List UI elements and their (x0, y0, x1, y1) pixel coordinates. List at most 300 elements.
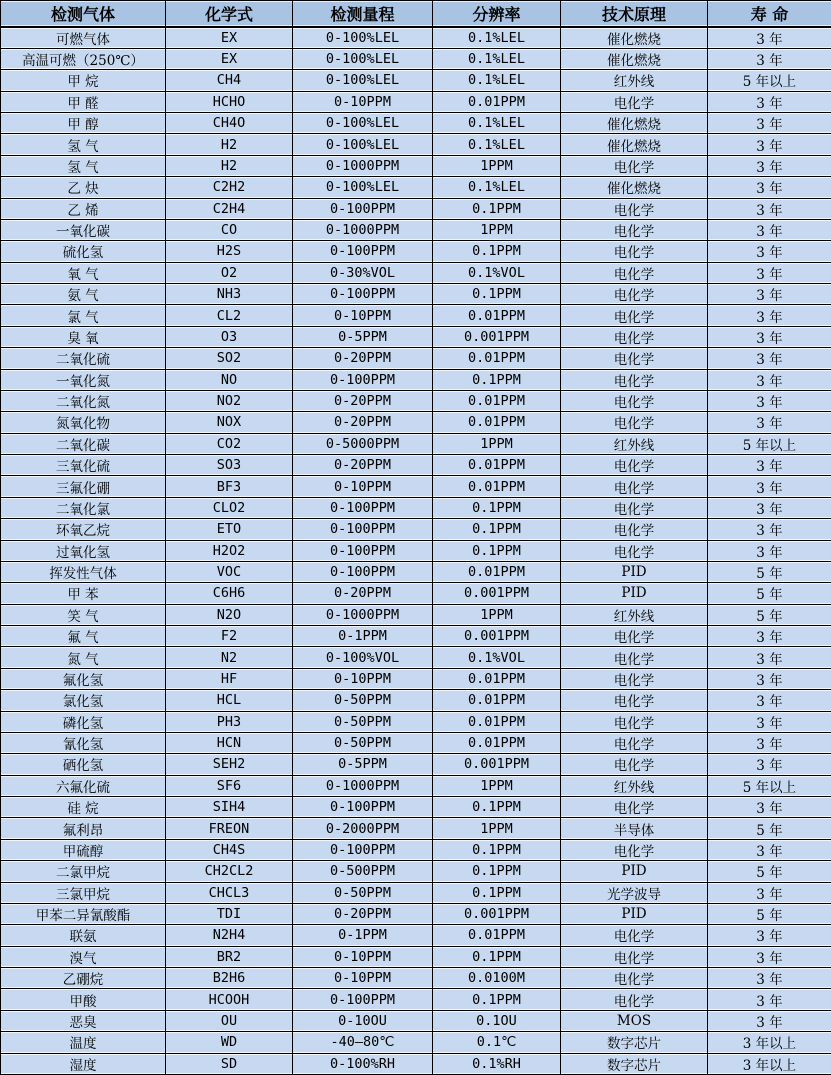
range-cell: 0-2000PPM (293, 818, 433, 839)
resolution-cell: 0.01PPM (433, 711, 561, 732)
resolution-cell: 0.01PPM (433, 925, 561, 946)
life-cell: 3 年 (708, 882, 831, 903)
principle-cell: 红外线 (561, 604, 708, 625)
formula-cell: N2 (166, 647, 293, 668)
resolution-cell: 0.01PPM (433, 348, 561, 369)
principle-cell: PID (561, 583, 708, 604)
resolution-cell: 0.1OU (433, 1010, 561, 1031)
formula-cell: F2 (166, 626, 293, 647)
range-cell: 0-10PPM (293, 946, 433, 967)
table-row (1, 732, 831, 753)
life-cell: 3 年 (708, 519, 831, 540)
resolution-cell: 0.1PPM (433, 839, 561, 860)
range-cell: 0-100PPM (293, 839, 433, 860)
principle-cell: 电化学 (561, 91, 708, 112)
range-cell: 0-100PPM (293, 284, 433, 305)
range-cell: 0-100%VOL (293, 647, 433, 668)
range-cell: 0-1000PPM (293, 155, 433, 176)
table-row (1, 241, 831, 262)
gas-cell: 氯 气 (1, 305, 166, 326)
gas-cell: 臭 氧 (1, 326, 166, 347)
principle-cell: PID (561, 861, 708, 882)
life-cell: 5 年 (708, 561, 831, 582)
column-header-resolution: 分辨率 (433, 1, 561, 27)
principle-cell: 电化学 (561, 390, 708, 411)
formula-cell: C2H2 (166, 177, 293, 198)
gas-cell: 甲 苯 (1, 583, 166, 604)
table-row (1, 647, 831, 668)
principle-cell: 电化学 (561, 155, 708, 176)
gas-cell: 硫化氢 (1, 241, 166, 262)
principle-cell: 电化学 (561, 326, 708, 347)
table-row (1, 583, 831, 604)
life-cell: 3 年 (708, 155, 831, 176)
gas-cell: 恶臭 (1, 1010, 166, 1031)
gas-cell: 甲苯二异氰酸酯 (1, 903, 166, 924)
formula-cell: HF (166, 668, 293, 689)
formula-cell: SO3 (166, 455, 293, 476)
formula-cell: NH3 (166, 284, 293, 305)
gas-cell: 二氧化硫 (1, 348, 166, 369)
range-cell: 0-100PPM (293, 989, 433, 1010)
formula-cell: SIH4 (166, 797, 293, 818)
life-cell: 3 年 (708, 134, 831, 155)
column-header-life: 寿 命 (708, 1, 831, 27)
resolution-cell: 0.01PPM (433, 305, 561, 326)
table-row (1, 1010, 831, 1031)
formula-cell: CH4S (166, 839, 293, 860)
range-cell: 0-1000PPM (293, 219, 433, 240)
life-cell: 3 年 (708, 1010, 831, 1031)
resolution-cell: 0.1%LEL (433, 48, 561, 69)
gas-cell: 一氧化氮 (1, 369, 166, 390)
column-header-formula: 化学式 (166, 1, 293, 27)
range-cell: 0-100%LEL (293, 48, 433, 69)
formula-cell: CH4O (166, 113, 293, 134)
life-cell: 3 年 (708, 390, 831, 411)
resolution-cell: 0.01PPM (433, 732, 561, 753)
table-row (1, 1032, 831, 1053)
life-cell: 3 年 (708, 241, 831, 262)
gas-cell: 氨 气 (1, 284, 166, 305)
column-header-principle: 技术原理 (561, 1, 708, 27)
life-cell: 3 年 (708, 626, 831, 647)
principle-cell: 电化学 (561, 690, 708, 711)
header-row (1, 1, 831, 27)
gas-cell: 温度 (1, 1032, 166, 1053)
principle-cell: 电化学 (561, 946, 708, 967)
principle-cell: 电化学 (561, 519, 708, 540)
range-cell: 0-20PPM (293, 455, 433, 476)
table-row (1, 113, 831, 134)
range-cell: 0-500PPM (293, 861, 433, 882)
range-cell: 0-100%LEL (293, 27, 433, 49)
gas-cell: 三氧化硫 (1, 455, 166, 476)
range-cell: 0-100PPM (293, 369, 433, 390)
formula-cell: CLO2 (166, 497, 293, 518)
principle-cell: 电化学 (561, 284, 708, 305)
table-row (1, 412, 831, 433)
life-cell: 3 年以上 (708, 1053, 831, 1075)
resolution-cell: 0.0100M (433, 968, 561, 989)
formula-cell: EX (166, 27, 293, 49)
formula-cell: H2S (166, 241, 293, 262)
range-cell: 0-20PPM (293, 412, 433, 433)
table-row (1, 348, 831, 369)
range-cell: 0-50PPM (293, 732, 433, 753)
resolution-cell: 0.1%LEL (433, 177, 561, 198)
resolution-cell: 0.1%LEL (433, 70, 561, 91)
range-cell: 0-100PPM (293, 198, 433, 219)
range-cell: 0-100PPM (293, 241, 433, 262)
life-cell: 3 年 (708, 690, 831, 711)
principle-cell: 电化学 (561, 369, 708, 390)
range-cell: 0-100PPM (293, 797, 433, 818)
principle-cell: 电化学 (561, 626, 708, 647)
range-cell: 0-5000PPM (293, 433, 433, 454)
life-cell: 3 年 (708, 305, 831, 326)
principle-cell: 催化燃烧 (561, 134, 708, 155)
table-row (1, 668, 831, 689)
table-row (1, 433, 831, 454)
table-row (1, 797, 831, 818)
formula-cell: NO (166, 369, 293, 390)
resolution-cell: 0.1PPM (433, 989, 561, 1010)
resolution-cell: 1PPM (433, 433, 561, 454)
principle-cell: 电化学 (561, 839, 708, 860)
gas-cell: 二氧化氯 (1, 497, 166, 518)
life-cell: 3 年 (708, 455, 831, 476)
range-cell: 0-50PPM (293, 690, 433, 711)
resolution-cell: 0.001PPM (433, 754, 561, 775)
table-row (1, 48, 831, 69)
resolution-cell: 0.1PPM (433, 198, 561, 219)
gas-cell: 环氧乙烷 (1, 519, 166, 540)
life-cell: 5 年 (708, 903, 831, 924)
formula-cell: HCHO (166, 91, 293, 112)
life-cell: 3 年 (708, 989, 831, 1010)
life-cell: 3 年 (708, 91, 831, 112)
resolution-cell: 1PPM (433, 155, 561, 176)
resolution-cell: 0.001PPM (433, 903, 561, 924)
principle-cell: 电化学 (561, 348, 708, 369)
resolution-cell: 0.01PPM (433, 668, 561, 689)
life-cell: 3 年 (708, 113, 831, 134)
formula-cell: FREON (166, 818, 293, 839)
resolution-cell: 0.1PPM (433, 882, 561, 903)
gas-cell: 三氟化硼 (1, 476, 166, 497)
formula-cell: CH2CL2 (166, 861, 293, 882)
principle-cell: 光学波导 (561, 882, 708, 903)
table-row (1, 326, 831, 347)
life-cell: 5 年 (708, 604, 831, 625)
principle-cell: 电化学 (561, 925, 708, 946)
life-cell: 5 年以上 (708, 433, 831, 454)
range-cell: 0-10PPM (293, 305, 433, 326)
table-row (1, 540, 831, 561)
table-row (1, 861, 831, 882)
table-row (1, 198, 831, 219)
range-cell: 0-10PPM (293, 668, 433, 689)
life-cell: 3 年 (708, 797, 831, 818)
formula-cell: O2 (166, 262, 293, 283)
formula-cell: C2H4 (166, 198, 293, 219)
table-row (1, 284, 831, 305)
gas-cell: 乙 烯 (1, 198, 166, 219)
principle-cell: 红外线 (561, 433, 708, 454)
gas-cell: 氟化氢 (1, 668, 166, 689)
life-cell: 3 年 (708, 946, 831, 967)
resolution-cell: 1PPM (433, 818, 561, 839)
principle-cell: 电化学 (561, 198, 708, 219)
life-cell: 3 年 (708, 668, 831, 689)
life-cell: 3 年 (708, 732, 831, 753)
formula-cell: ETO (166, 519, 293, 540)
resolution-cell: 0.1%RH (433, 1053, 561, 1075)
range-cell: 0-10OU (293, 1010, 433, 1031)
life-cell: 3 年 (708, 348, 831, 369)
principle-cell: PID (561, 903, 708, 924)
formula-cell: CHCL3 (166, 882, 293, 903)
principle-cell: PID (561, 561, 708, 582)
gas-cell: 乙 炔 (1, 177, 166, 198)
formula-cell: N2H4 (166, 925, 293, 946)
resolution-cell: 0.1PPM (433, 241, 561, 262)
life-cell: 3 年 (708, 711, 831, 732)
life-cell: 3 年 (708, 540, 831, 561)
table-row (1, 497, 831, 518)
life-cell: 5 年以上 (708, 70, 831, 91)
table-row (1, 882, 831, 903)
range-cell: 0-100%LEL (293, 113, 433, 134)
life-cell: 3 年 (708, 177, 831, 198)
range-cell: -40—80℃ (293, 1032, 433, 1053)
principle-cell: 催化燃烧 (561, 113, 708, 134)
principle-cell: 电化学 (561, 455, 708, 476)
table-row (1, 369, 831, 390)
table-row (1, 946, 831, 967)
principle-cell: 电化学 (561, 732, 708, 753)
life-cell: 3 年 (708, 262, 831, 283)
gas-cell: 溴气 (1, 946, 166, 967)
range-cell: 0-20PPM (293, 583, 433, 604)
table-row (1, 754, 831, 775)
table-row (1, 690, 831, 711)
life-cell: 3 年 (708, 27, 831, 49)
principle-cell: 电化学 (561, 968, 708, 989)
formula-cell: N2O (166, 604, 293, 625)
resolution-cell: 0.1PPM (433, 540, 561, 561)
formula-cell: EX (166, 48, 293, 69)
range-cell: 0-30%VOL (293, 262, 433, 283)
range-cell: 0-10PPM (293, 968, 433, 989)
table-row (1, 305, 831, 326)
resolution-cell: 0.1PPM (433, 497, 561, 518)
gas-cell: 笑 气 (1, 604, 166, 625)
resolution-cell: 0.1%VOL (433, 262, 561, 283)
formula-cell: C6H6 (166, 583, 293, 604)
formula-cell: VOC (166, 561, 293, 582)
gas-cell: 挥发性气体 (1, 561, 166, 582)
table-row (1, 903, 831, 924)
gas-cell: 甲 烷 (1, 70, 166, 91)
range-cell: 0-50PPM (293, 711, 433, 732)
formula-cell: H2 (166, 155, 293, 176)
gas-cell: 氯化氢 (1, 690, 166, 711)
principle-cell: 电化学 (561, 540, 708, 561)
principle-cell: 电化学 (561, 476, 708, 497)
principle-cell: 催化燃烧 (561, 48, 708, 69)
resolution-cell: 0.1℃ (433, 1032, 561, 1053)
gas-cell: 二氯甲烷 (1, 861, 166, 882)
table-row (1, 519, 831, 540)
table-row (1, 155, 831, 176)
principle-cell: 电化学 (561, 412, 708, 433)
principle-cell: 电化学 (561, 647, 708, 668)
resolution-cell: 1PPM (433, 775, 561, 796)
table-row (1, 70, 831, 91)
resolution-cell: 0.01PPM (433, 690, 561, 711)
resolution-cell: 0.1%LEL (433, 113, 561, 134)
life-cell: 3 年 (708, 412, 831, 433)
life-cell: 5 年以上 (708, 775, 831, 796)
formula-cell: HCOOH (166, 989, 293, 1010)
life-cell: 5 年 (708, 861, 831, 882)
table-header-row (1, 1, 831, 27)
gas-cell: 甲酸 (1, 989, 166, 1010)
table-row (1, 134, 831, 155)
life-cell: 3 年 (708, 968, 831, 989)
formula-cell: O3 (166, 326, 293, 347)
life-cell: 3 年 (708, 198, 831, 219)
life-cell: 3 年 (708, 476, 831, 497)
gas-cell: 甲硫醇 (1, 839, 166, 860)
table-row (1, 968, 831, 989)
formula-cell: B2H6 (166, 968, 293, 989)
life-cell: 3 年 (708, 647, 831, 668)
principle-cell: 数字芯片 (561, 1032, 708, 1053)
principle-cell: MOS (561, 1010, 708, 1031)
range-cell: 0-20PPM (293, 348, 433, 369)
formula-cell: CO2 (166, 433, 293, 454)
formula-cell: CH4 (166, 70, 293, 91)
formula-cell: H2 (166, 134, 293, 155)
principle-cell: 红外线 (561, 70, 708, 91)
table-row (1, 626, 831, 647)
table-body (1, 27, 831, 1075)
resolution-cell: 0.01PPM (433, 412, 561, 433)
column-header-gas: 检测气体 (1, 1, 166, 27)
range-cell: 0-100PPM (293, 561, 433, 582)
resolution-cell: 0.01PPM (433, 91, 561, 112)
table-row (1, 476, 831, 497)
gas-cell: 二氧化氮 (1, 390, 166, 411)
life-cell: 3 年 (708, 48, 831, 69)
gas-cell: 甲 醇 (1, 113, 166, 134)
life-cell: 3 年 (708, 369, 831, 390)
life-cell: 3 年 (708, 326, 831, 347)
range-cell: 0-100PPM (293, 540, 433, 561)
table-row (1, 219, 831, 240)
principle-cell: 电化学 (561, 797, 708, 818)
range-cell: 0-1PPM (293, 626, 433, 647)
principle-cell: 电化学 (561, 241, 708, 262)
gas-cell: 联氨 (1, 925, 166, 946)
life-cell: 3 年 (708, 754, 831, 775)
range-cell: 0-100PPM (293, 497, 433, 518)
resolution-cell: 1PPM (433, 604, 561, 625)
resolution-cell: 0.001PPM (433, 326, 561, 347)
principle-cell: 电化学 (561, 305, 708, 326)
resolution-cell: 0.1PPM (433, 284, 561, 305)
range-cell: 0-100%RH (293, 1053, 433, 1075)
gas-cell: 甲 醛 (1, 91, 166, 112)
range-cell: 0-1PPM (293, 925, 433, 946)
range-cell: 0-20PPM (293, 903, 433, 924)
resolution-cell: 1PPM (433, 219, 561, 240)
gas-cell: 硒化氢 (1, 754, 166, 775)
resolution-cell: 0.1PPM (433, 861, 561, 882)
principle-cell: 电化学 (561, 262, 708, 283)
range-cell: 0-20PPM (293, 390, 433, 411)
formula-cell: NOX (166, 412, 293, 433)
gas-cell: 六氟化硫 (1, 775, 166, 796)
principle-cell: 红外线 (561, 775, 708, 796)
table-row (1, 839, 831, 860)
formula-cell: NO2 (166, 390, 293, 411)
gas-cell: 二氧化碳 (1, 433, 166, 454)
gas-cell: 湿度 (1, 1053, 166, 1075)
principle-cell: 电化学 (561, 497, 708, 518)
formula-cell: WD (166, 1032, 293, 1053)
table-row (1, 604, 831, 625)
formula-cell: BF3 (166, 476, 293, 497)
resolution-cell: 0.1%LEL (433, 134, 561, 155)
life-cell: 3 年 (708, 839, 831, 860)
gas-cell: 磷化氢 (1, 711, 166, 732)
gas-cell: 硅 烷 (1, 797, 166, 818)
resolution-cell: 0.01PPM (433, 476, 561, 497)
formula-cell: SEH2 (166, 754, 293, 775)
table-row (1, 818, 831, 839)
range-cell: 0-1000PPM (293, 604, 433, 625)
resolution-cell: 0.001PPM (433, 583, 561, 604)
principle-cell: 电化学 (561, 219, 708, 240)
formula-cell: HCN (166, 732, 293, 753)
range-cell: 0-50PPM (293, 882, 433, 903)
resolution-cell: 0.1PPM (433, 797, 561, 818)
formula-cell: SF6 (166, 775, 293, 796)
gas-cell: 氮 气 (1, 647, 166, 668)
life-cell: 3 年 (708, 284, 831, 305)
resolution-cell: 0.1PPM (433, 946, 561, 967)
principle-cell: 催化燃烧 (561, 177, 708, 198)
gas-cell: 氧 气 (1, 262, 166, 283)
principle-cell: 半导体 (561, 818, 708, 839)
formula-cell: TDI (166, 903, 293, 924)
gas-cell: 过氧化氢 (1, 540, 166, 561)
gas-cell: 高温可燃（250℃） (1, 48, 166, 69)
formula-cell: CO (166, 219, 293, 240)
principle-cell: 电化学 (561, 754, 708, 775)
table-row (1, 262, 831, 283)
gas-cell: 氢 气 (1, 155, 166, 176)
table-row (1, 177, 831, 198)
gas-cell: 三氯甲烷 (1, 882, 166, 903)
life-cell: 3 年 (708, 925, 831, 946)
principle-cell: 电化学 (561, 668, 708, 689)
range-cell: 0-10PPM (293, 476, 433, 497)
